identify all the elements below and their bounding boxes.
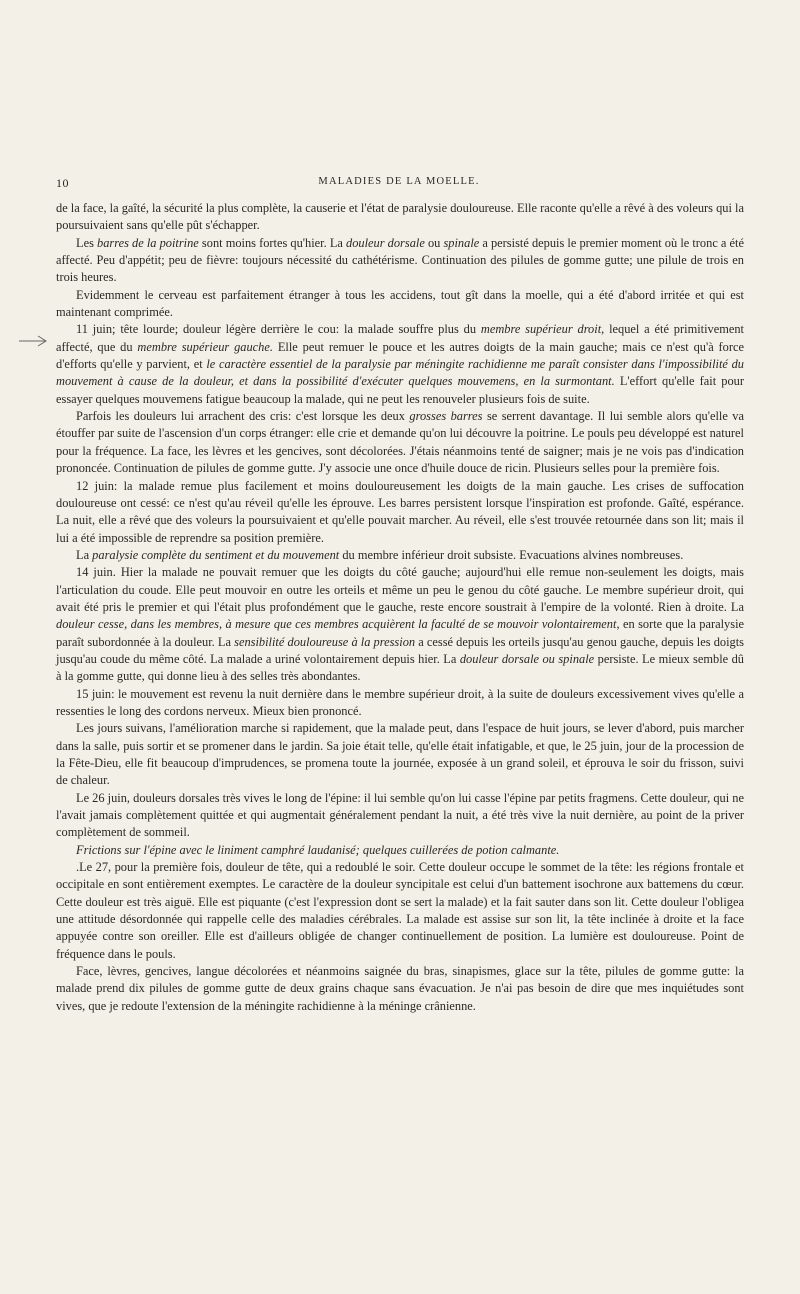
italic-text: spinale <box>443 235 480 250</box>
paragraph <box>56 478 744 547</box>
text-run: a persisté depuis le premier moment où le tronc a été affecté. Peu d'appétit; peu de fièvre: toujours nécessité du cathétérisme. Continuation des pilules de gomme gutte; une pilule de trois en trois heures. <box>56 235 744 285</box>
paragraph <box>56 321 744 408</box>
text-run: 15 juin: le mouvement est revenu la nuit dernière dans le membre supérieur droit, à la suite de douleurs excessivement vives qu'elle a ressenties le long des cordons nerveux. Mieux bien prononcé. <box>56 686 744 718</box>
page-header <box>56 176 742 192</box>
text-run: 11 juin; tête lourde; douleur légère derrière le cou: la malade souffre plus du <box>76 322 481 337</box>
italic-text: le caractère essentiel de la paralysie par méningite rachidienne me paraît consister dans l'impossibilité du mouvement à cause de la douleur, et dans la possibilité d'exécuter quelques mouvemens, en la surmontant. <box>56 357 744 389</box>
paragraph <box>56 842 744 859</box>
page-number: 10 <box>56 176 69 190</box>
margin-arrow-icon <box>18 334 48 348</box>
paragraph <box>56 686 744 721</box>
text-run: Les jours suivans, l'amélioration marche si rapidement, que la malade peut, dans l'espace de huit jours, se lever d'abord, puis marcher dans la salle, puis sortir et se promener dans le jardin. Sa joie était telle, qu'elle était infatigable, et que, le 25 juin, jour de la procession de la Fête-Dieu, elle fit beaucoup d'imprudences, se promena toute la journée, exposée à un grand soleil, et éprouva le soir du frisson, suivi de chaleur. <box>56 721 744 788</box>
paragraph <box>56 547 744 564</box>
text-run: 12 juin: la malade remue plus facilement et moins douloureusement les doigts de la main gauche. Les crises de suffocation douloureuse ont cessé: ce n'est qu'au réveil qu'elle les éprouve. Les barres persistent lorsque l'inspiration est profonde. Gaîté, espérance. La nuit, elle a rêvé que des voleurs la poursuivaient et qu'elle pouvait marcher. Au réveil, elle s'est trouvée retournée dans son lit; mais il lui a été impossible de reprendre sa position première. <box>56 478 744 545</box>
italic-text: membre supérieur gauche. <box>137 339 273 354</box>
paragraph <box>56 200 744 235</box>
italic-text: paralysie complète du sentiment et du mouvement <box>92 547 340 562</box>
text-run: Face, lèvres, gencives, langue décolorées et néanmoins saignée du bras, sinapismes, glace sur la tête, pilules de gomme gutte: la malade prend dix pilules de gomme gutte de deux grains chaque sans évacuation. Je n'ai pas besoin de dire que mes inquiétudes sont vives, que je redoute l'extension de la méningite rachidienne à la méninge crânienne. <box>56 964 744 1013</box>
italic-text: Frictions sur l'épine avec le liniment camphré laudanisé; quelques cuillerées de potion calmante. <box>76 842 560 857</box>
text-run: , lequel a été primitivement affecté, que du <box>56 322 745 354</box>
paragraph <box>56 790 744 842</box>
body-text <box>56 200 744 1015</box>
text-run: persiste. Le mieux semble dû à la gomme gutte, qui donne lieu à des selles très abondantes. <box>56 651 744 684</box>
paragraph <box>56 720 744 789</box>
text-run: .Le 27, pour la première fois, douleur de tête, qui a redoublé le soir. Cette douleur occupe le sommet de la tête: les régions frontale et occipitale en sont entièrement exemptes. Le caractère de la douleur syncipitale est celui d'un battement isochrone aux battemens du cœur. Cette douleur est très aiguë. Elle est piquante (c'est l'expression dont se sert la malade) et la fait sauter dans son lit. Cette douleur l'obligea une attitude désordonnée qui rappelle celle des maladies cérébrales. La malade est assise sur son lit, la tête inclinée à droite et la face appuyée contre son oreiller. Elle est d'ailleurs obligée de changer continuellement de position. La lumière est douloureuse. Point de fréquence dans le pouls. <box>56 860 744 961</box>
text-run: sont moins fortes qu'hier. La <box>198 235 347 250</box>
italic-text: sensibilité douloureuse à la pression <box>234 634 416 649</box>
italic-text: douleur dorsale ou spinale <box>459 651 595 666</box>
italic-text: douleur cesse, dans les membres, à mesure que ces membres acquièrent la faculté de se mouvoir volontairement <box>56 617 617 632</box>
paragraph <box>56 287 744 322</box>
paragraph <box>56 408 744 477</box>
text-run: La <box>76 547 93 562</box>
text-run: ou <box>424 235 444 250</box>
running-title: MALADIES DE LA MOELLE. <box>318 176 480 187</box>
text-run: Parfois les douleurs lui arrachent des cris: c'est lorsque les deux <box>76 409 410 424</box>
italic-text: barres de la poitrine <box>97 235 199 250</box>
paragraph <box>56 564 744 685</box>
text-run: Evidemment le cerveau est parfaitement étranger à tous les accidens, tout gît dans la moelle, qui a été d'abord irritée et qui est maintenant comprimée. <box>56 287 744 320</box>
text-run: se serrent davantage. Il lui semble alors qu'elle va étouffer par suite de l'ascension d'un corps étranger: elle crie et demande qu'on lui découvre la poitrine. Le pouls peu développé est naturel pour la fréquence. La face, les lèvres et les gencives, sont décolorées. J'étais néanmoins tenté de saigner; mais je ne vois pas d'indication prononcée. Continuation de pilules de gomme gutte. J'y associe une once d'huile douce de ricin. Plusieurs selles pour la première fois. <box>56 409 745 476</box>
text-run: L'effort qu'elle fait pour essayer quelques mouvemens fatigue beaucoup la malade, qui ne peut les renouveler plusieurs fois de suite. <box>56 374 744 406</box>
text-run: du membre inférieur droit subsiste. Evacuations alvines nombreuses. <box>339 547 684 562</box>
text-run: de la face, la gaîté, la sécurité la plus complète, la causerie et l'état de paralysie douloureuse. Elle raconte qu'elle a rêvé à des voleurs qui la poursuivaient sans qu'elle pût s'échapper. <box>56 201 744 233</box>
text-run: Les <box>76 235 98 250</box>
text-run: a cessé depuis les orteils jusqu'au genou gauche, depuis les doigts jusqu'au coude du même côté. La malade a uriné volontairement depuis hier. La <box>56 634 744 666</box>
italic-text: grosses barres <box>409 409 483 424</box>
italic-text: membre supérieur droit <box>480 322 602 337</box>
paragraph <box>56 859 744 963</box>
text-run: , en sorte que la paralysie paraît subordonnée à la douleur. La <box>56 617 745 649</box>
text-run: Le 26 juin, douleurs dorsales très vives le long de l'épine: il lui semble qu'on lui casse l'épine par petits fragmens. Cette douleur, qui ne l'avait jamais complètement quittée et qui augmentait généralement pendant la nuit, a été très vive la nuit dernière, au point de la priver complètement de sommeil. <box>56 790 744 840</box>
paragraph <box>56 235 744 287</box>
text-run: Elle peut remuer le pouce et les autres doigts de la main gauche; mais ce n'est qu'à force d'efforts qu'elle y parvient, et <box>56 339 744 372</box>
italic-text: douleur dorsale <box>346 235 425 250</box>
paragraph <box>56 963 744 1015</box>
text-run: 14 juin. Hier la malade ne pouvait remuer que les doigts du côté gauche; aujourd'hui elle remue non-seulement les doigts, mais l'articulation du coude. Elle peut mouvoir en outre les orteils et même un peu le genou du côté gauche. Le membre supérieur droit, qui avait été pris le premier et qui l'était plus profondément que le gauche, reste encore soustrait à l'empire de la volonté. Rien à droite. La <box>56 565 744 614</box>
